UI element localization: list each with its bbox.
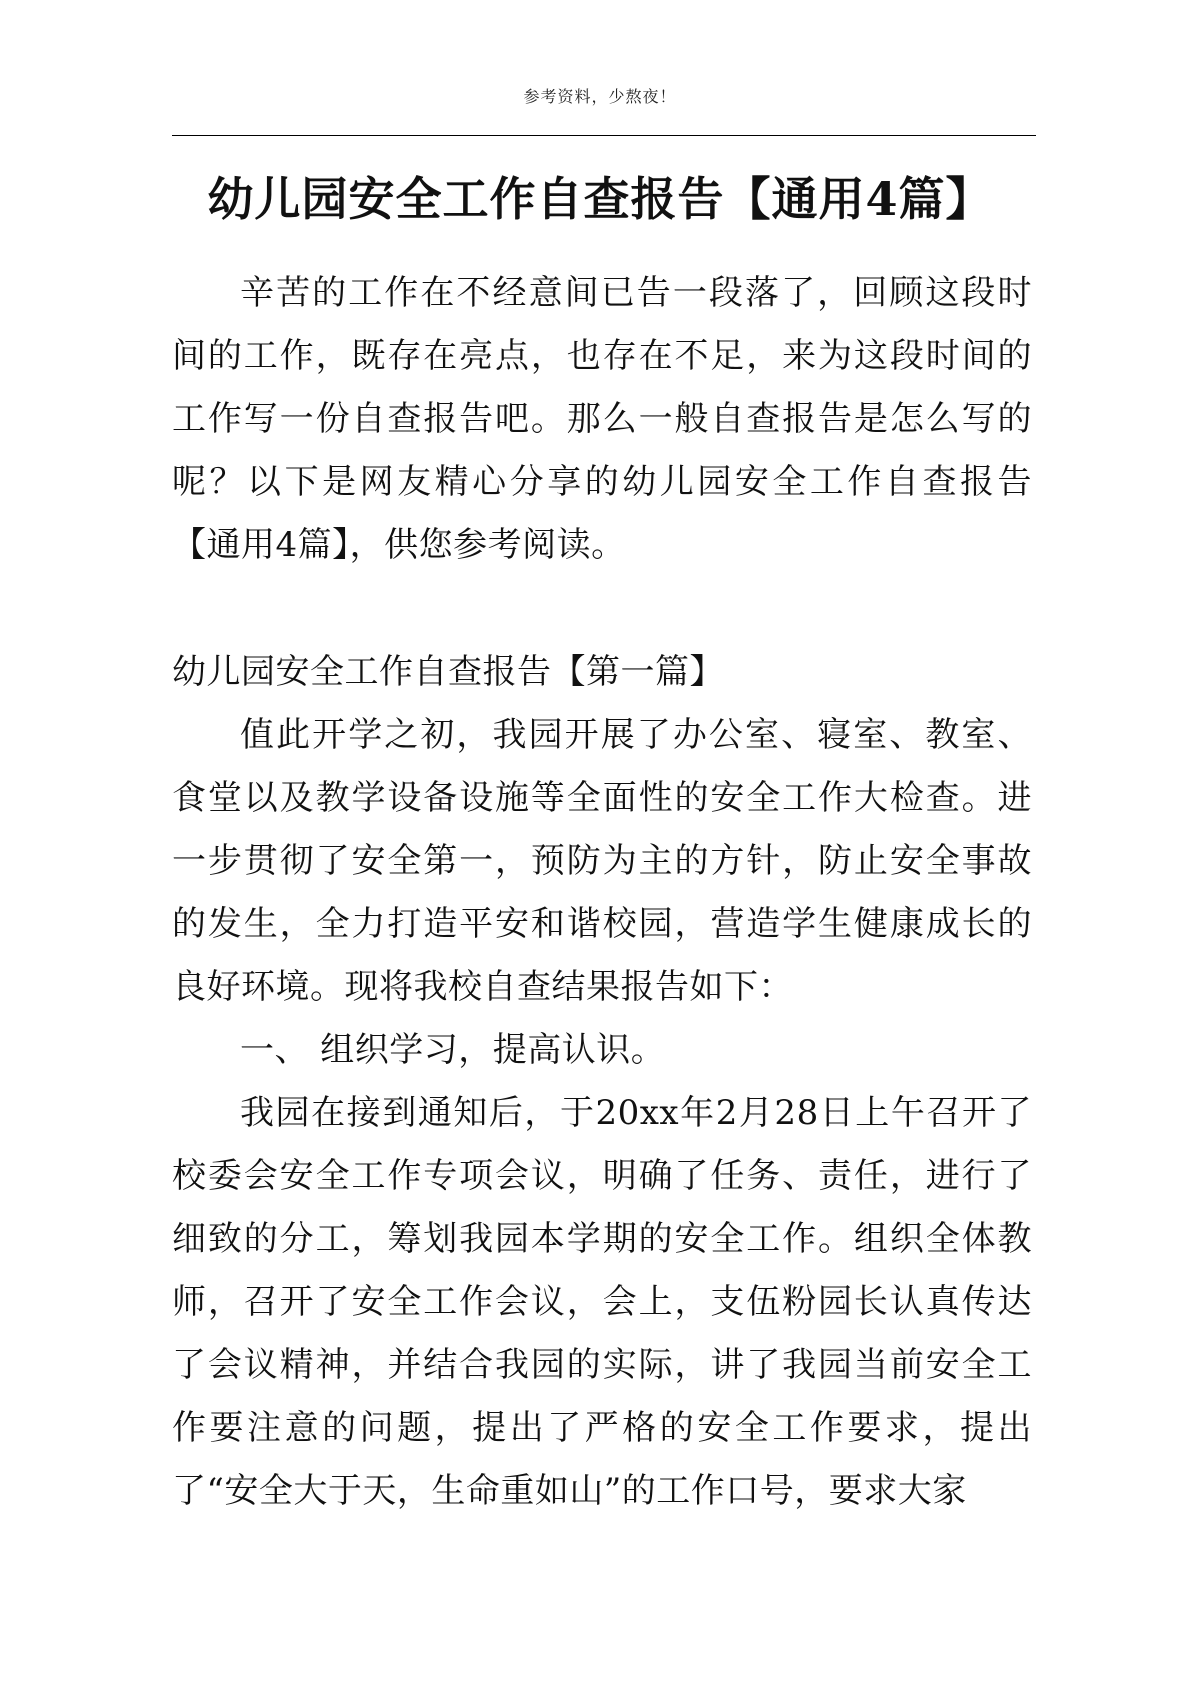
intro-paragraph: 辛苦的工作在不经意间已告一段落了，回顾这段时间的工作，既存在亮点，也存在不足，来为这段时间的工作写一份自查报告吧。那么一般自查报告是怎么写的呢？以下是网友精心分享的幼儿园安全工作自查报告【通用4篇】，供您参考阅读。 (172, 273, 1032, 565)
body-paragraph: 我园在接到通知后，于20xx年2月28日上午召开了校委会安全工作专项会议，明确了任务、责任，进行了细致的分工，筹划我园本学期的安全工作。组织全体教师，召开了安全工作会议，会上，支伍粉园长认真传达了会议精神，并结合我园的实际，讲了我园当前安全工作要注意的问题，提出了严格的安全工作要求，提出了“安全大于天，生命重如山”的工作口号，要求大家 (172, 1093, 1032, 1511)
subheading-paragraph: 一、 组织学习，提高认识。 (240, 1030, 666, 1070)
header-divider (172, 135, 1036, 136)
intro-block (172, 262, 1032, 577)
section-heading: 幼儿园安全工作自查报告【第一篇】 (172, 652, 724, 692)
header-note: 参考资料，少熬夜！ (523, 87, 677, 106)
document-title: 幼儿园安全工作自查报告【通用4篇】 (207, 171, 993, 226)
section-first (172, 641, 1032, 1523)
body-paragraph: 值此开学之初，我园开展了办公室、寝室、教室、食堂以及教学设备设施等全面性的安全工作大检查。进一步贯彻了安全第一，预防为主的方针，防止安全事故的发生，全力打造平安和谐校园，营造学生健康成长的良好环境。现将我校自查结果报告如下： (172, 715, 1032, 1007)
